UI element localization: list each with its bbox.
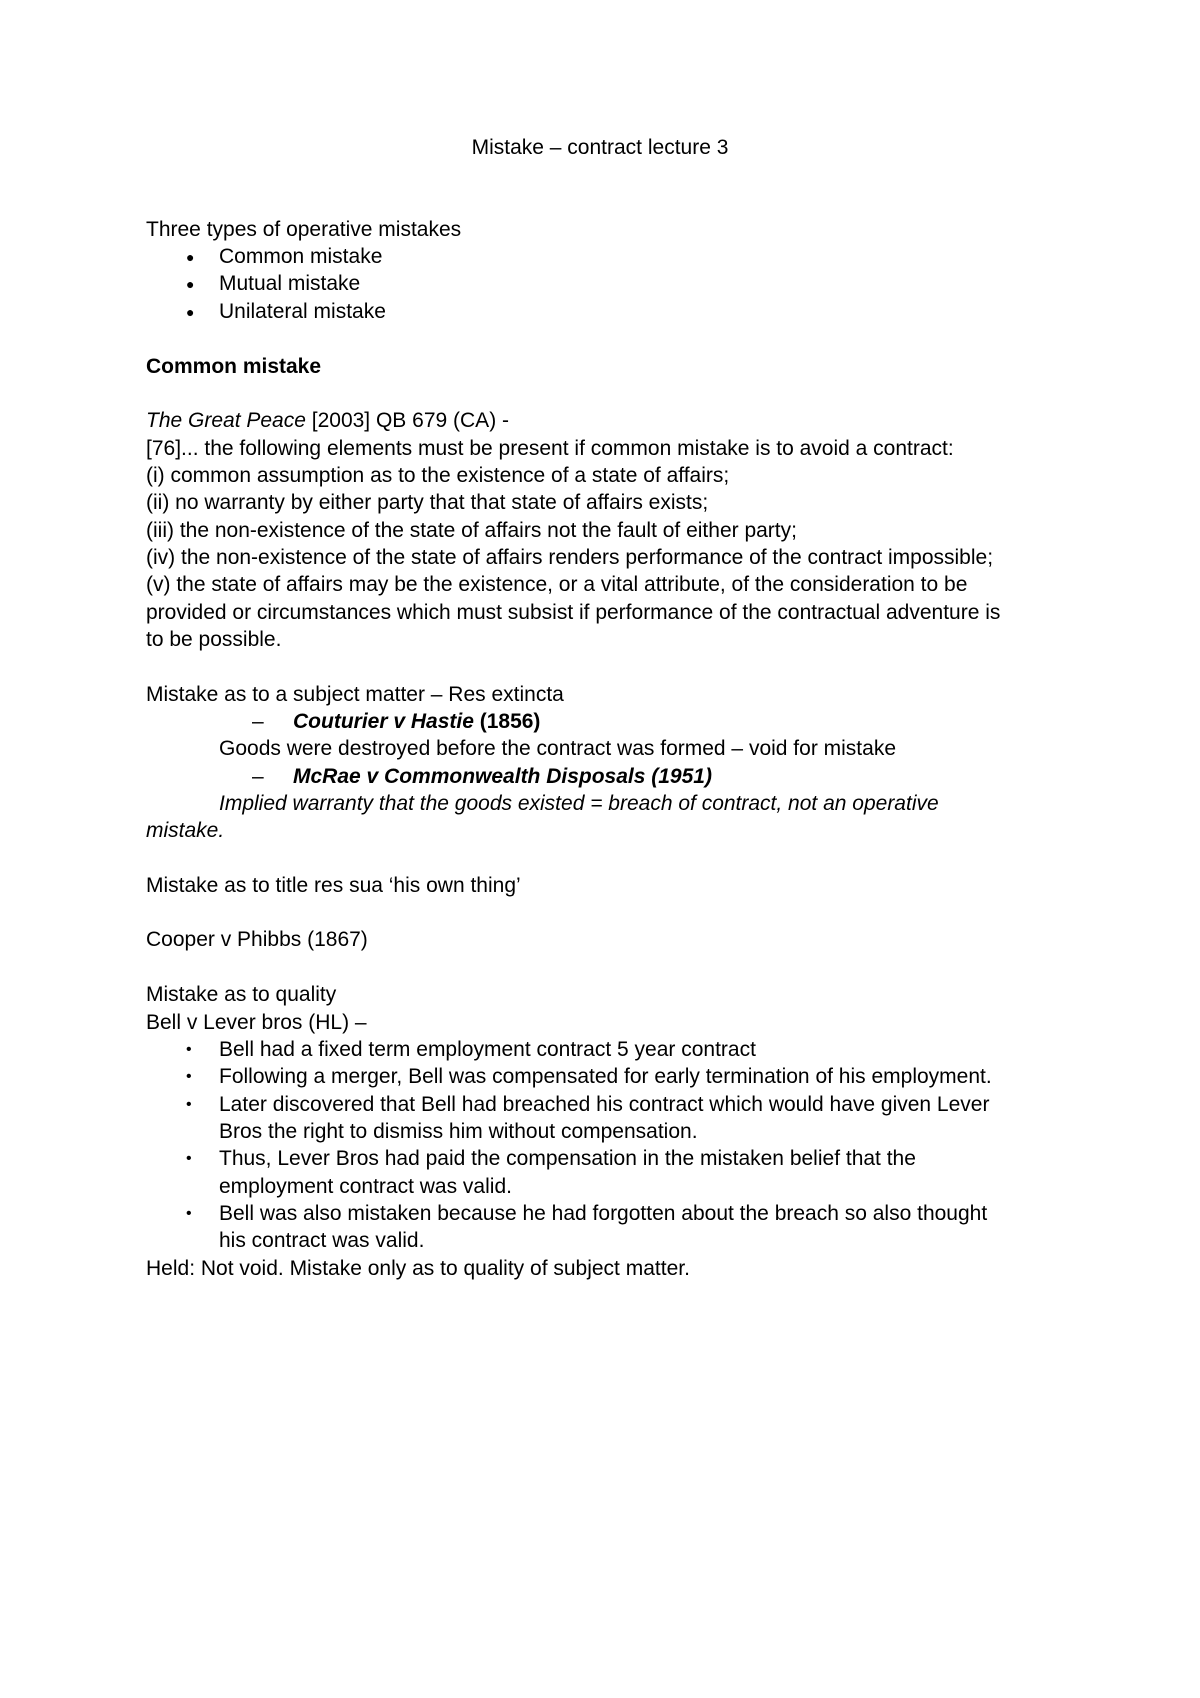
- bullet-icon: •: [186, 1150, 192, 1167]
- dash-marker: –: [252, 710, 264, 733]
- list-item: Common mistake: [219, 245, 383, 268]
- list-item: Bros the right to dismiss him without compensation.: [219, 1120, 698, 1143]
- quote-line: (v) the state of affairs may be the existence, or a vital attribute, of the consideration to be: [146, 573, 968, 596]
- list-item: Bell was also mistaken because he had forgotten about the breach so also thought: [219, 1202, 988, 1225]
- bullet-icon: •: [186, 1096, 192, 1113]
- list-item: Following a merger, Bell was compensated for early termination of his employment.: [219, 1065, 992, 1088]
- section-heading-common: Common mistake: [146, 355, 322, 378]
- case-couturier: [293, 707, 540, 737]
- quote-line: to be possible.: [146, 628, 282, 651]
- quote-line: (i) common assumption as to the existence of a state of affairs;: [146, 464, 730, 487]
- case-bell: Bell v Lever bros (HL) –: [146, 1011, 367, 1034]
- bullet-icon: •: [186, 1205, 192, 1222]
- list-item: his contract was valid.: [219, 1229, 425, 1252]
- res-extincta-heading: Mistake as to a subject matter – Res extincta: [146, 683, 564, 706]
- list-item: Thus, Lever Bros had paid the compensation in the mistaken belief that the: [219, 1147, 916, 1170]
- case-name: The Great Peace: [146, 409, 306, 432]
- case-note: Implied warranty that the goods existed = breach of contract, not an operative: [219, 792, 939, 815]
- quote-line: (iii) the non-existence of the state of affairs not the fault of either party;: [146, 519, 797, 542]
- quote-line: (ii) no warranty by either party that that state of affairs exists;: [146, 491, 709, 514]
- case-name: Couturier v Hastie: [293, 710, 474, 733]
- case-mcrae: McRae v Commonwealth Disposals (1951): [293, 765, 712, 788]
- dash-marker: –: [252, 765, 264, 788]
- list-item: Unilateral mistake: [219, 300, 386, 323]
- case-citation: [2003] QB 679 (CA) -: [305, 409, 510, 432]
- list-item: Bell had a fixed term employment contract 5 year contract: [219, 1038, 756, 1061]
- list-item: employment contract was valid.: [219, 1175, 512, 1198]
- case-year: (1856): [473, 710, 541, 733]
- bullet-icon: •: [186, 1041, 192, 1058]
- list-item: Mutual mistake: [219, 272, 361, 295]
- case-note: mistake.: [146, 819, 225, 842]
- case-note: Goods were destroyed before the contract was formed – void for mistake: [219, 737, 896, 760]
- intro-heading: Three types of operative mistakes: [146, 218, 462, 241]
- held-statement: Held: Not void. Mistake only as to quality of subject matter.: [146, 1257, 690, 1280]
- quote-line: (iv) the non-existence of the state of affairs renders performance of the contract impossible;: [146, 546, 994, 569]
- quote-line: [76]... the following elements must be present if common mistake is to avoid a contract:: [146, 437, 954, 460]
- case-cooper: Cooper v Phibbs (1867): [146, 928, 368, 951]
- list-item: Later discovered that Bell had breached his contract which would have given Lever: [219, 1093, 990, 1116]
- res-sua-heading: Mistake as to title res sua ‘his own thing’: [146, 874, 521, 897]
- case-reference: [146, 406, 509, 436]
- bullet-icon: •: [186, 1068, 192, 1085]
- bullet-icon: ●: [186, 276, 195, 292]
- bullet-icon: ●: [186, 249, 195, 265]
- bullet-icon: ●: [186, 304, 195, 320]
- quality-heading: Mistake as to quality: [146, 983, 337, 1006]
- quote-line: provided or circumstances which must subsist if performance of the contractual adventure is: [146, 601, 1001, 624]
- page-title: Mistake – contract lecture 3: [471, 136, 729, 159]
